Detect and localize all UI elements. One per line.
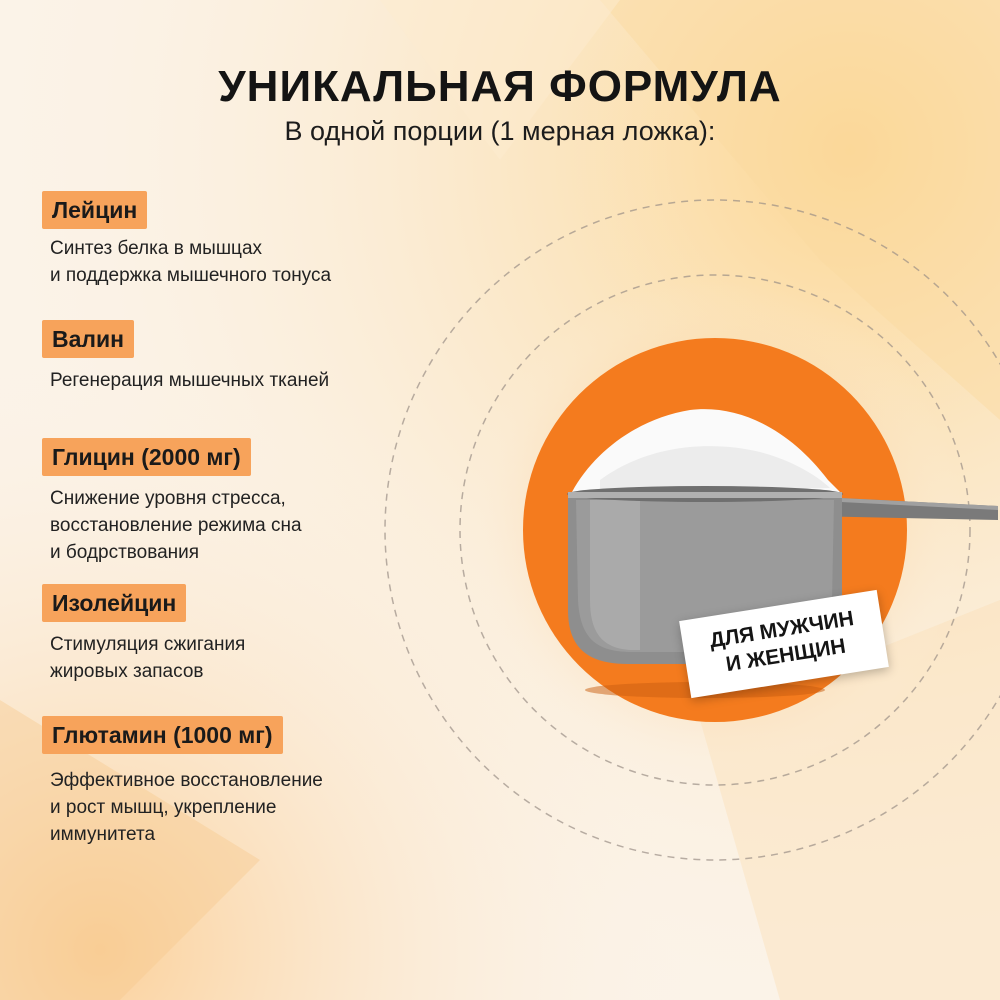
ingredient-tag-glycine: Глицин (2000 мг) xyxy=(42,438,251,476)
audience-badge: ДЛЯ МУЖЧИН И ЖЕНЩИН xyxy=(679,590,889,698)
ingredient-tag-leucine: Лейцин xyxy=(42,191,147,229)
ingredient-desc-valine: Регенерация мышечных тканей xyxy=(50,370,330,391)
ingredient-desc-glutamine: Эффективное восстановление и рост мышц, укрепление иммунитета xyxy=(50,770,323,845)
ingredient-tag-valine: Валин xyxy=(42,320,134,358)
ingredient-desc-isoleucine: Стимуляция сжигания жировых запасов xyxy=(50,634,246,682)
ingredient-desc-glycine: Снижение уровня стресса, восстановление режима сна и бодрствования xyxy=(50,488,302,563)
page-title: УНИКАЛЬНАЯ ФОРМУЛА xyxy=(218,62,782,111)
ingredient-desc-leucine: Синтез белка в мышцах и поддержка мышечного тонуса xyxy=(50,238,332,286)
page-subtitle: В одной порции (1 мерная ложка): xyxy=(284,116,716,146)
ingredient-tag-glutamine: Глютамин (1000 мг) xyxy=(42,716,283,754)
ingredient-tag-isoleucine: Изолейцин xyxy=(42,584,186,622)
